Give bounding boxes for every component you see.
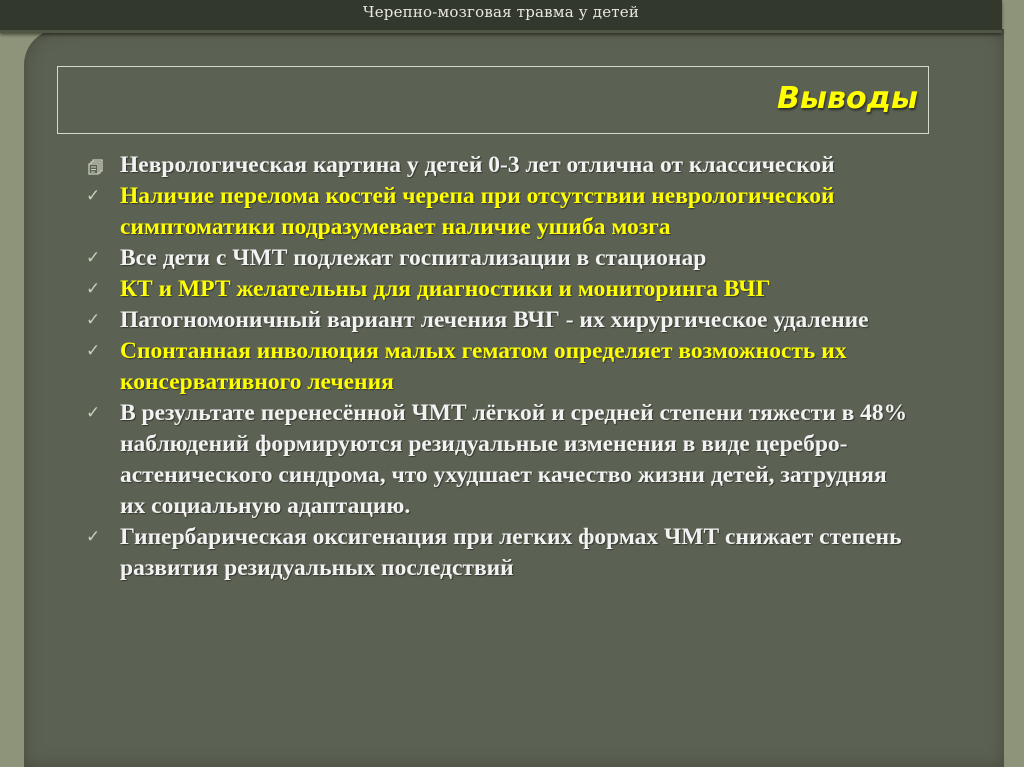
bullet-item (86, 243, 916, 274)
bullet-item (86, 336, 916, 398)
document-stack-icon-graphic (88, 159, 104, 175)
header-bar (0, 0, 1002, 33)
bullet-item (86, 305, 916, 336)
checkmark-icon: ✓ (86, 248, 101, 268)
checkmark-icon: ✓ (86, 186, 101, 206)
slide-title: Выводы (777, 81, 918, 116)
bullet-text: КТ и МРТ желательны для диагностики и мониторинга ВЧГ (120, 276, 771, 302)
bullet-text: В результате перенесённой ЧМТ лёгкой и средней степени тяжести в 48% наблюдений формируются резидуальные изменения в виде церебро-астенического синдрома, что ухудшает качество жизни детей, затрудняя их социальную адаптацию. (120, 400, 908, 519)
checkmark-icon: ✓ (86, 527, 101, 547)
bullet-item (86, 274, 916, 305)
bullet-list (86, 150, 916, 584)
header-title: Черепно-мозговая травма у детей (362, 3, 640, 21)
checkmark-icon: ✓ (86, 403, 101, 423)
bullet-text: Наличие перелома костей черепа при отсутствии неврологической симптоматики подразумевает наличие ушиба мозга (120, 183, 835, 240)
bullet-text: Гипербарическая оксигенация при легких формах ЧМТ снижает степень развития резидуальных последствий (120, 524, 902, 581)
bullet-text: Все дети с ЧМТ подлежат госпитализации в стационар (120, 245, 707, 271)
slide-title-box (57, 66, 929, 134)
bullet-text: Патогномоничный вариант лечения ВЧГ - их хирургическое удаление (120, 307, 869, 333)
bullet-text: Неврологическая картина у детей 0-3 лет отлична от классической (120, 152, 835, 178)
checkmark-icon: ✓ (86, 310, 101, 330)
bullet-item (86, 150, 916, 181)
bullet-item (86, 522, 916, 584)
checkmark-icon: ✓ (86, 279, 101, 299)
bullet-item (86, 398, 916, 522)
checkmark-icon: ✓ (86, 341, 101, 361)
bullet-text: Спонтанная инволюция малых гематом определяет возможность их консервативного лечения (120, 338, 847, 395)
bullet-item (86, 181, 916, 243)
